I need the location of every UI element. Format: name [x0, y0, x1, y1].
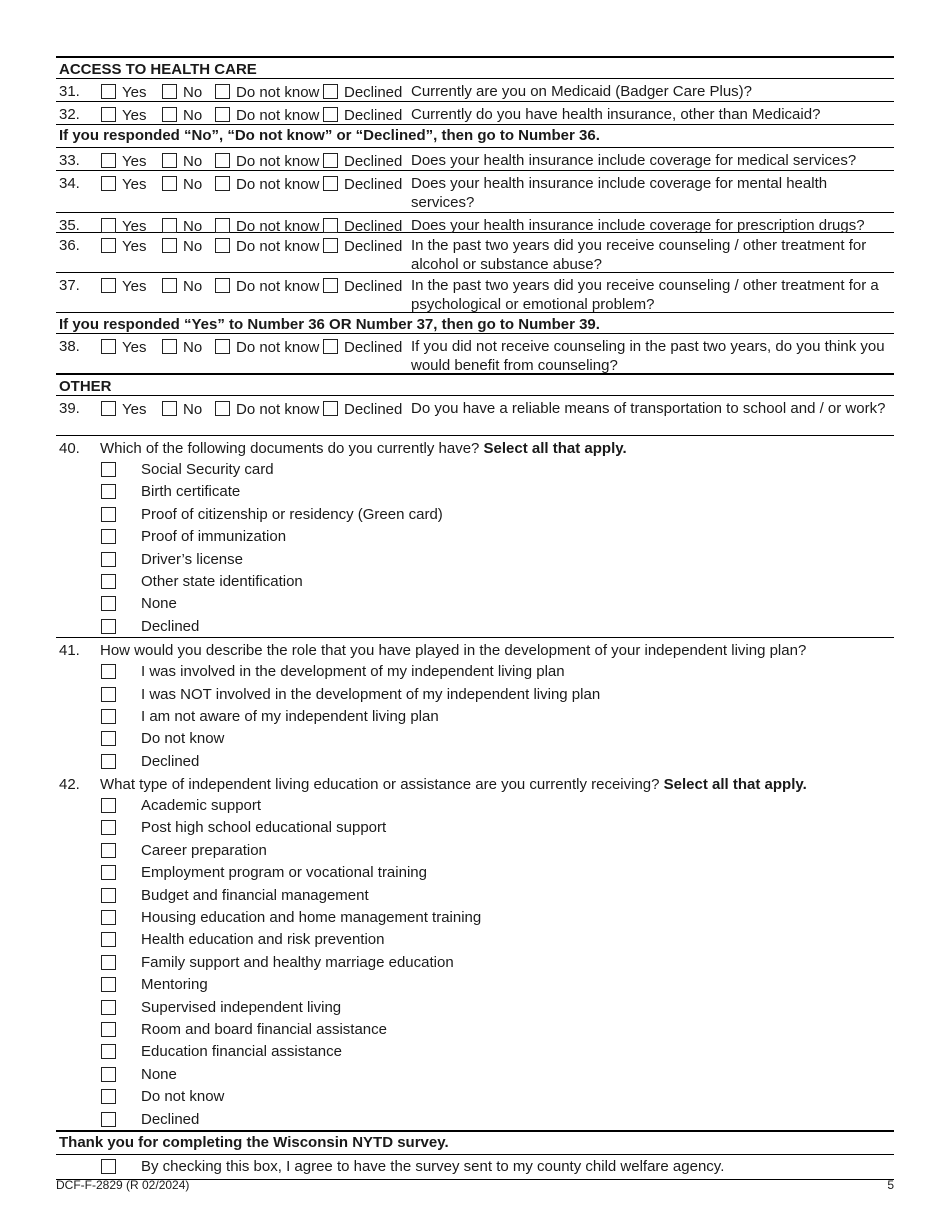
choice-item — [56, 503, 894, 525]
question-41 — [56, 638, 894, 660]
option-declined — [323, 237, 402, 256]
question-40 — [56, 436, 894, 458]
choice-checkbox[interactable] — [101, 820, 116, 835]
option-declined — [323, 277, 402, 296]
option-do-not-know — [215, 400, 319, 419]
option-yes — [101, 106, 146, 125]
skip-instruction-39: If you responded “Yes” to Number 36 OR Number 37, then go to Number 39. — [59, 316, 600, 333]
question-number: 35. — [59, 217, 80, 234]
question-number: 39. — [59, 400, 80, 417]
choice-checkbox[interactable] — [101, 574, 116, 589]
choice-checkbox[interactable] — [101, 664, 116, 679]
declined-label: Declined — [344, 176, 403, 193]
declined-label: Declined — [344, 107, 403, 124]
yes-label: Yes — [122, 238, 147, 255]
no-checkbox[interactable] — [162, 176, 177, 191]
option-declined — [323, 175, 402, 194]
question-number: 33. — [59, 152, 80, 169]
choice-item — [56, 1040, 894, 1062]
choice-item — [56, 480, 894, 502]
yes-checkbox[interactable] — [101, 107, 116, 122]
yes-label: Yes — [122, 401, 147, 418]
question-text: Does your health insurance include coverage for mental health services? — [411, 175, 828, 211]
question-text: How would you describe the role that you have played in the development of your independent living plan? — [100, 642, 807, 660]
declined-label: Declined — [344, 218, 403, 235]
form-id: DCF-F-2829 (R 02/2024) — [56, 1178, 190, 1192]
choice-item — [56, 794, 894, 816]
choice-label: I am not aware of my independent living plan — [141, 707, 439, 725]
choice-item — [56, 884, 894, 906]
yes-checkbox[interactable] — [101, 153, 116, 168]
question-40-choices — [56, 458, 894, 637]
do-not-know-label: Do not know — [236, 218, 320, 235]
declined-label: Declined — [344, 153, 403, 170]
choice-label: Career preparation — [141, 841, 267, 859]
yes-checkbox[interactable] — [101, 238, 116, 253]
choice-label: Supervised independent living — [141, 998, 342, 1016]
survey-form — [56, 56, 894, 1180]
declined-label: Declined — [344, 278, 403, 295]
question-text: Does your health insurance include coverage for prescription drugs? — [411, 217, 865, 234]
yes-checkbox[interactable] — [101, 278, 116, 293]
option-do-not-know — [215, 83, 319, 102]
do-not-know-checkbox[interactable] — [215, 84, 230, 99]
choice-item — [56, 525, 894, 547]
no-label: No — [183, 107, 203, 124]
option-yes — [101, 338, 146, 357]
question-text: What type of independent living education or assistance are you currently receiving? Select all that apply. — [100, 776, 807, 794]
choice-label: Health education and risk prevention — [141, 931, 385, 949]
no-label: No — [183, 218, 203, 235]
choice-checkbox[interactable] — [101, 1089, 116, 1104]
choice-label: Mentoring — [141, 976, 208, 994]
question-37 — [56, 273, 894, 312]
option-do-not-know — [215, 106, 319, 125]
choice-checkbox[interactable] — [101, 552, 116, 567]
no-checkbox[interactable] — [162, 84, 177, 99]
choice-label: Do not know — [141, 730, 225, 748]
question-text: Do you have a reliable means of transportation to school and / or work? — [411, 400, 886, 417]
yes-checkbox[interactable] — [101, 84, 116, 99]
question-41-choices — [56, 660, 894, 772]
option-no — [162, 400, 202, 419]
no-checkbox[interactable] — [162, 153, 177, 168]
choice-label: Budget and financial management — [141, 886, 369, 904]
question-42 — [56, 772, 894, 794]
question-32 — [56, 102, 894, 124]
skip-instruction-36: If you responded “No”, “Do not know” or “Declined”, then go to Number 36. — [59, 127, 600, 144]
declined-checkbox[interactable] — [323, 84, 338, 99]
option-declined — [323, 106, 402, 125]
choice-label: Social Security card — [141, 461, 274, 478]
option-do-not-know — [215, 152, 319, 171]
no-checkbox[interactable] — [162, 278, 177, 293]
choice-checkbox[interactable] — [101, 910, 116, 925]
choice-item — [56, 816, 894, 838]
do-not-know-label: Do not know — [236, 176, 320, 193]
no-checkbox[interactable] — [162, 218, 177, 233]
declined-checkbox[interactable] — [323, 238, 338, 253]
option-no — [162, 277, 202, 296]
do-not-know-checkbox[interactable] — [215, 278, 230, 293]
option-yes — [101, 83, 146, 102]
do-not-know-label: Do not know — [236, 339, 320, 356]
choice-item — [56, 570, 894, 592]
choice-item — [56, 592, 894, 614]
choice-label: Post high school educational support — [141, 819, 387, 837]
choice-checkbox[interactable] — [101, 596, 116, 611]
choice-label: Education financial assistance — [141, 1043, 342, 1061]
question-text: Currently do you have health insurance, other than Medicaid? — [411, 106, 821, 123]
choice-label: Declined — [141, 752, 200, 770]
do-not-know-checkbox[interactable] — [215, 218, 230, 233]
yes-label: Yes — [122, 84, 147, 101]
choice-checkbox[interactable] — [101, 687, 116, 702]
choice-label: Declined — [141, 1110, 200, 1128]
choice-checkbox[interactable] — [101, 888, 116, 903]
question-42-choices — [56, 794, 894, 1130]
choice-checkbox[interactable] — [101, 977, 116, 992]
choice-label: Declined — [141, 617, 200, 635]
yes-label: Yes — [122, 153, 147, 170]
choice-checkbox[interactable] — [101, 1067, 116, 1082]
question-33 — [56, 148, 894, 170]
consent-label: By checking this box, I agree to have the survey sent to my county child welfare agency. — [141, 1157, 725, 1175]
option-declined — [323, 152, 402, 171]
option-no — [162, 83, 202, 102]
choice-item — [56, 458, 894, 480]
choice-item — [56, 1018, 894, 1040]
option-yes — [101, 237, 146, 256]
choice-label: Birth certificate — [141, 483, 241, 501]
question-number: 31. — [59, 83, 80, 100]
choice-label: Proof of immunization — [141, 528, 287, 546]
no-checkbox[interactable] — [162, 401, 177, 416]
question-35 — [56, 213, 894, 235]
choice-label: Room and board financial assistance — [141, 1020, 387, 1038]
choice-item — [56, 996, 894, 1018]
option-no — [162, 338, 202, 357]
option-declined — [323, 338, 402, 357]
declined-label: Declined — [344, 339, 403, 356]
question-text: If you did not receive counseling in the past two years, do you think you would benefit from counseling? — [411, 338, 885, 374]
choice-label: I was NOT involved in the development of my independent living plan — [141, 685, 601, 703]
do-not-know-checkbox[interactable] — [215, 176, 230, 191]
choice-checkbox[interactable] — [101, 507, 116, 522]
option-yes — [101, 152, 146, 171]
no-checkbox[interactable] — [162, 339, 177, 354]
choice-item — [56, 1063, 894, 1085]
choice-checkbox[interactable] — [101, 955, 116, 970]
choice-checkbox[interactable] — [101, 484, 116, 499]
section-header-health: ACCESS TO HEALTH CARE — [59, 61, 257, 78]
choice-item — [56, 951, 894, 973]
question-number: 40. — [59, 440, 80, 457]
choice-checkbox[interactable] — [101, 865, 116, 880]
option-yes — [101, 400, 146, 419]
yes-label: Yes — [122, 176, 147, 193]
no-label: No — [183, 339, 203, 356]
yes-label: Yes — [122, 107, 147, 124]
option-no — [162, 175, 202, 194]
declined-label: Declined — [344, 401, 403, 418]
choice-checkbox[interactable] — [101, 731, 116, 746]
choice-item — [56, 548, 894, 570]
choice-item — [56, 705, 894, 727]
choice-label: Proof of citizenship or residency (Green card) — [141, 505, 443, 523]
question-number: 34. — [59, 175, 80, 192]
question-text: In the past two years did you receive counseling / other treatment for alcohol or substance abuse? — [411, 237, 867, 273]
question-text: Does your health insurance include coverage for medical services? — [411, 152, 857, 169]
consent-checkbox[interactable] — [101, 1159, 116, 1174]
question-31 — [56, 79, 894, 101]
question-36 — [56, 233, 894, 272]
no-label: No — [183, 153, 203, 170]
choice-item — [56, 750, 894, 772]
choice-item — [56, 906, 894, 928]
choice-checkbox[interactable] — [101, 1022, 116, 1037]
choice-checkbox[interactable] — [101, 932, 116, 947]
question-number: 32. — [59, 106, 80, 123]
question-text: Currently are you on Medicaid (Badger Care Plus)? — [411, 83, 752, 100]
do-not-know-checkbox[interactable] — [215, 339, 230, 354]
declined-checkbox[interactable] — [323, 107, 338, 122]
option-declined — [323, 400, 402, 419]
no-label: No — [183, 401, 203, 418]
consent-row — [56, 1155, 894, 1179]
choice-checkbox[interactable] — [101, 619, 116, 634]
declined-label: Declined — [344, 238, 403, 255]
yes-label: Yes — [122, 278, 147, 295]
choice-item — [56, 660, 894, 682]
no-checkbox[interactable] — [162, 107, 177, 122]
do-not-know-label: Do not know — [236, 401, 320, 418]
option-no — [162, 106, 202, 125]
choice-checkbox[interactable] — [101, 709, 116, 724]
option-no — [162, 152, 202, 171]
do-not-know-checkbox[interactable] — [215, 238, 230, 253]
declined-checkbox[interactable] — [323, 278, 338, 293]
option-do-not-know — [215, 237, 319, 256]
declined-checkbox[interactable] — [323, 218, 338, 233]
section-header-other: OTHER — [59, 378, 112, 395]
no-checkbox[interactable] — [162, 238, 177, 253]
choice-item — [56, 973, 894, 995]
choice-item — [56, 928, 894, 950]
choice-item — [56, 839, 894, 861]
choice-label: Driver’s license — [141, 550, 243, 568]
do-not-know-label: Do not know — [236, 84, 320, 101]
question-34 — [56, 171, 894, 212]
yes-checkbox[interactable] — [101, 339, 116, 354]
choice-item — [56, 1085, 894, 1107]
choice-item — [56, 861, 894, 883]
choice-item — [56, 615, 894, 637]
question-39 — [56, 396, 894, 435]
option-do-not-know — [215, 277, 319, 296]
choice-item — [56, 1108, 894, 1130]
option-do-not-know — [215, 338, 319, 357]
thank-you-message: Thank you for completing the Wisconsin NYTD survey. — [59, 1133, 449, 1151]
declined-checkbox[interactable] — [323, 153, 338, 168]
no-label: No — [183, 84, 203, 101]
choice-checkbox[interactable] — [101, 798, 116, 813]
choice-label: Do not know — [141, 1088, 225, 1106]
do-not-know-label: Do not know — [236, 238, 320, 255]
declined-checkbox[interactable] — [323, 176, 338, 191]
question-number: 41. — [59, 642, 80, 660]
choice-label: None — [141, 595, 177, 613]
choice-item — [56, 727, 894, 749]
option-no — [162, 237, 202, 256]
choice-label: Employment program or vocational training — [141, 864, 427, 882]
page-number: 5 — [887, 1178, 894, 1192]
question-number: 37. — [59, 277, 80, 294]
no-label: No — [183, 176, 203, 193]
declined-label: Declined — [344, 84, 403, 101]
choice-checkbox[interactable] — [101, 1000, 116, 1015]
choice-label: None — [141, 1065, 177, 1083]
option-declined — [323, 83, 402, 102]
option-yes — [101, 175, 146, 194]
question-number: 36. — [59, 237, 80, 254]
do-not-know-label: Do not know — [236, 153, 320, 170]
yes-checkbox[interactable] — [101, 176, 116, 191]
choice-item — [56, 683, 894, 705]
choice-label: Other state identification — [141, 572, 303, 590]
choice-checkbox[interactable] — [101, 843, 116, 858]
choice-label: Housing education and home management training — [141, 909, 482, 927]
question-38 — [56, 334, 894, 373]
choice-label: Academic support — [141, 797, 262, 815]
declined-checkbox[interactable] — [323, 339, 338, 354]
yes-label: Yes — [122, 218, 147, 235]
question-text: In the past two years did you receive counseling / other treatment for a psychological or emotional problem? — [411, 277, 879, 313]
no-label: No — [183, 278, 203, 295]
question-text: Which of the following documents do you currently have? Select all that apply. — [100, 440, 627, 457]
choice-label: Family support and healthy marriage education — [141, 953, 454, 971]
do-not-know-checkbox[interactable] — [215, 107, 230, 122]
question-number: 42. — [59, 776, 80, 794]
choice-checkbox[interactable] — [101, 1044, 116, 1059]
yes-checkbox[interactable] — [101, 401, 116, 416]
do-not-know-checkbox[interactable] — [215, 401, 230, 416]
yes-label: Yes — [122, 339, 147, 356]
choice-checkbox[interactable] — [101, 462, 116, 477]
do-not-know-label: Do not know — [236, 107, 320, 124]
option-yes — [101, 277, 146, 296]
choice-checkbox[interactable] — [101, 1112, 116, 1127]
yes-checkbox[interactable] — [101, 218, 116, 233]
question-number: 38. — [59, 338, 80, 355]
no-label: No — [183, 238, 203, 255]
choice-label: I was involved in the development of my independent living plan — [141, 663, 565, 681]
do-not-know-label: Do not know — [236, 278, 320, 295]
option-do-not-know — [215, 175, 319, 194]
do-not-know-checkbox[interactable] — [215, 153, 230, 168]
declined-checkbox[interactable] — [323, 401, 338, 416]
choice-checkbox[interactable] — [101, 754, 116, 769]
choice-checkbox[interactable] — [101, 529, 116, 544]
